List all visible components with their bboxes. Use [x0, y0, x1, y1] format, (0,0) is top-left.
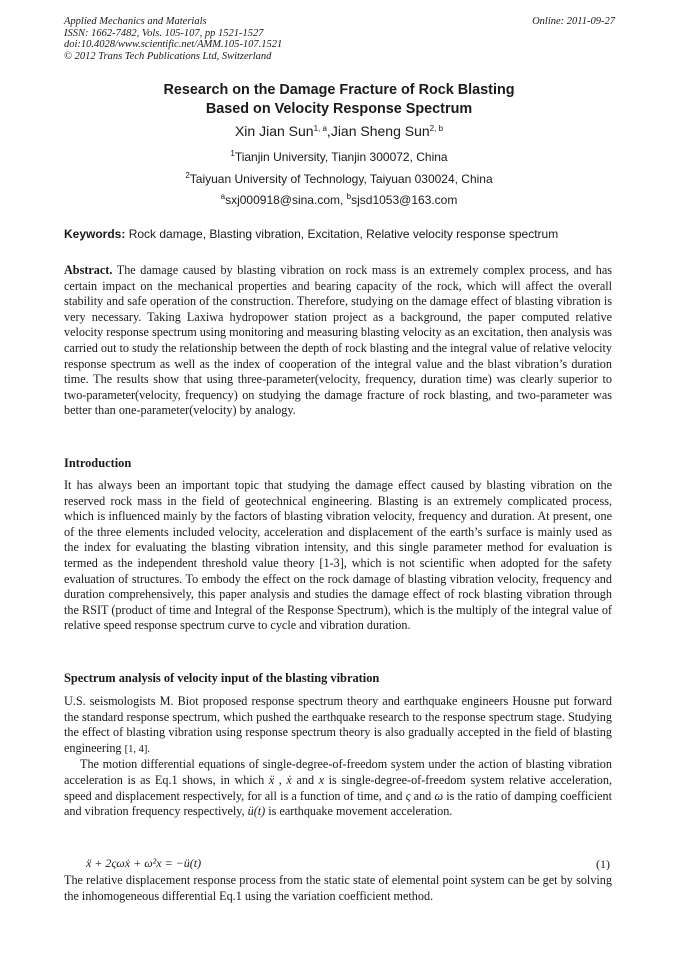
- symbol-acc-vel: ẍ , ẋ: [268, 772, 292, 787]
- spectrum-p2-text-f: is earthquake movement acceleration.: [265, 804, 453, 819]
- paper-title: [0, 81, 678, 119]
- email-a: sxj000918@sina.com,: [225, 193, 347, 207]
- affiliation-2-text: Taiyuan University of Technology, Taiyuan 030024, China: [189, 172, 493, 186]
- email-a-sup: a: [220, 192, 226, 201]
- author-2-sup: 2, b: [429, 124, 444, 133]
- keywords-label: Keywords:: [64, 227, 126, 241]
- abstract: [64, 263, 612, 419]
- issn-line: ISSN: 1662-7482, Vols. 105-107, pp 1521-1527: [64, 27, 264, 39]
- keywords-text: Rock damage, Blasting vibration, Excitation, Relative velocity response spectrum: [125, 227, 559, 241]
- spectrum-paragraph-1: [64, 694, 612, 757]
- author-1-sup: 1, a: [313, 124, 327, 133]
- author-2: Jian Sheng Sun: [330, 123, 430, 139]
- affiliation-2: [0, 172, 678, 186]
- equation-1-number: (1): [596, 857, 610, 871]
- abstract-text: The damage caused by blasting vibration on rock mass is an extremely complex process, and has certain impact on the mechanical properties and bearing capacity of the rock, which will affect the overall stability and safe operation of the construction. Therefore, studying on the damage effect of blasting vibration is very necessary. Taking Laxiwa hydropower station project as a background, the paper computed relative velocity response spectrum using monitoring and measuring blasting velocity as an excitation, then analysis was carried out to study the relationship between the depth of rock blasting and the integral value of relative velocity response spectrum as well as the index of cooperation of the integral value and the blast vibration’s duration time. The results show that using three-parameter(velocity, frequency, duration time) was clearly superior to two-parameter(velocity, frequency) on studying the damage fracture of rock blasting, and two-parameter was better than one-parameter(velocity) by analogy.: [64, 263, 612, 418]
- author-separator: ,: [326, 123, 331, 139]
- title-line-2: Based on Velocity Response Spectrum: [205, 101, 473, 117]
- author-emails: [0, 193, 678, 207]
- author-1: Xin Jian Sun: [234, 123, 314, 139]
- email-b-sup: b: [346, 192, 352, 201]
- spectrum-p2-text-b: and: [291, 772, 319, 787]
- authors: [0, 123, 678, 139]
- email-b: sjsd1053@163.com: [351, 193, 458, 207]
- spectrum-paragraph-2: [64, 757, 612, 819]
- affiliation-1-sup: 1: [230, 149, 235, 158]
- doi-line: doi:10.4028/www.scientific.net/AMM.105-107.1521: [64, 39, 283, 51]
- spectrum-p1-ref: [1, 4].: [124, 743, 150, 755]
- spectrum-paragraph-3: The relative displacement response process from the static state of elemental point system can be get by solving the inhomogeneous differential Eq.1 using the variation coefficient method.: [64, 873, 612, 903]
- equation-1: ẍ + 2ςωẋ + ω²x = −ü(t): [86, 856, 202, 870]
- spectrum-p1-text: U.S. seismologists M. Biot proposed response spectrum theory and earthquake engineers Housne put forward the standard response spectrum, which pushed the earthquake research to the response spectrum stage. Studying the effect of blasting vibration using response spectrum theory is also gradually accepted in the field of blasting engineering: [64, 694, 612, 755]
- symbol-ground-acc: ü(t): [247, 804, 266, 819]
- abstract-label: Abstract.: [64, 263, 113, 277]
- spectrum-p2-text-c: is single-degree-of-freedom system relative acceleration, speed and displacement respectively, for all is a function of time, and: [64, 772, 612, 803]
- copyright-line: © 2012 Trans Tech Publications Ltd, Switzerland: [64, 50, 272, 62]
- affiliation-1: [0, 150, 678, 164]
- symbol-displacement: x: [318, 772, 325, 787]
- spectrum-heading: Spectrum analysis of velocity input of the blasting vibration: [64, 671, 380, 685]
- introduction-heading: Introduction: [64, 456, 132, 470]
- symbol-damping: ς: [405, 788, 411, 803]
- spectrum-p2-text-a: The motion differential equations of single-degree-of-freedom system under the action of blasting vibration acceleration is as Eq.1 shows, in which: [64, 757, 612, 787]
- keywords: [64, 227, 558, 241]
- introduction-body: It has always been an important topic that studying the damage effect caused by blasting vibration on the reserved rock mass in the field of geotechnical engineering. Blasting is an extremely complicated process, which is influenced mainly by the factors of blasting vibration velocity, frequency and duration. At present, one of the three elements included velocity, acceleration and displacement of the earth’s surface is mainly used as the index for evaluating the blasting vibration intensity, and this single parameter method for evaluation is termed as the independent threshold value theory [1-3], which is not scientific when adopted for the safety evaluation of structures. To embody the effect on the rock damage of blasting vibration velocity, frequency and duration comprehensively, this paper analysis and studies the damage effect of rock blasting vibration through the RSIT (product of time and Integral of the Response Spectrum), which is the multiply of the integral value of relative speed response spectrum curve to cycle and vibration duration.: [64, 478, 612, 633]
- spectrum-body: [64, 694, 612, 820]
- symbol-omega: ω: [434, 788, 444, 803]
- affiliation-2-sup: 2: [185, 171, 190, 180]
- title-line-1: Research on the Damage Fracture of Rock Blasting: [163, 82, 515, 98]
- spectrum-p2-text-e: is the ratio of damping coefficient and vibration frequency respectively,: [64, 788, 612, 819]
- spectrum-p2-text-d: and: [410, 788, 435, 803]
- affiliation-1-text: Tianjin University, Tianjin 300072, China: [234, 150, 448, 164]
- publication-info: [64, 16, 282, 62]
- online-date: Online: 2011-09-27: [532, 16, 615, 27]
- journal-name: Applied Mechanics and Materials: [64, 16, 207, 27]
